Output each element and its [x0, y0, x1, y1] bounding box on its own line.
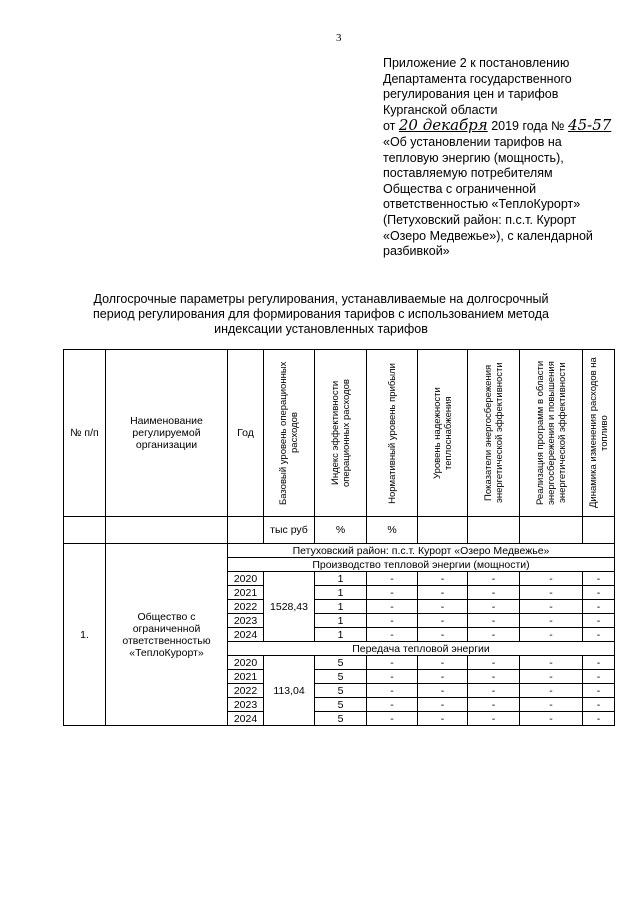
- cell-fuel: -: [583, 670, 615, 684]
- cell-reliability: -: [418, 600, 468, 614]
- cell-reliability: -: [418, 698, 468, 712]
- document-title: [90, 292, 552, 337]
- cell-energy: -: [468, 614, 520, 628]
- cell-profit: -: [367, 712, 418, 726]
- cell-year: 2022: [228, 684, 264, 698]
- cell-profit: -: [367, 572, 418, 586]
- cell-index: 1: [315, 628, 367, 642]
- appendix-line: Курганской области: [383, 102, 498, 117]
- cell-energy: -: [468, 572, 520, 586]
- subject-line: «Озеро Медвежье»), с календарной: [383, 228, 593, 243]
- cell-reliability: -: [418, 572, 468, 586]
- cell-year: 2021: [228, 670, 264, 684]
- cell-year: 2020: [228, 572, 264, 586]
- appendix-line: Департамента государственного: [383, 71, 572, 86]
- header-programs: Реализация программ в области энергосбережения и повышения энергетической эффективности: [520, 350, 583, 517]
- cell-programs: -: [520, 600, 583, 614]
- cell-profit: -: [367, 698, 418, 712]
- parameters-table: [63, 349, 615, 726]
- cell-year: 2024: [228, 628, 264, 642]
- cell-profit: -: [367, 586, 418, 600]
- cell-profit: -: [367, 600, 418, 614]
- cell-index: 1: [315, 600, 367, 614]
- cell-programs: -: [520, 698, 583, 712]
- cell-energy: -: [468, 628, 520, 642]
- cell-base: 113,04: [264, 656, 315, 726]
- title-line: период регулирования для формирования тарифов с использованием метода: [93, 307, 549, 321]
- cell-fuel: -: [583, 656, 615, 670]
- header-base: Базовый уровень операционных расходов: [264, 350, 315, 517]
- subject-line: поставляемую потребителям: [383, 166, 553, 181]
- cell-fuel: -: [583, 600, 615, 614]
- cell-fuel: -: [583, 684, 615, 698]
- cell-programs: -: [520, 572, 583, 586]
- header-profit: Нормативный уровень прибыли: [367, 350, 418, 517]
- subject-line: (Петуховский район: п.с.т. Курорт: [383, 212, 577, 227]
- appendix-line: регулирования цен и тарифов: [383, 87, 559, 102]
- header-index: Индекс эффективности операционных расходов: [315, 350, 367, 517]
- header-row: [64, 350, 615, 517]
- cell-reliability: -: [418, 614, 468, 628]
- cell-profit: -: [367, 614, 418, 628]
- handwritten-date: 20 декабря: [398, 116, 488, 135]
- date-prefix: от: [383, 119, 396, 134]
- subject-line: ответственностью «ТеплоКурорт»: [383, 197, 581, 212]
- cell-index: 5: [315, 656, 367, 670]
- cell-energy: -: [468, 670, 520, 684]
- header-energy: Показатели энергосбережения энергетической эффективности: [468, 350, 520, 517]
- title-line: индексации установленных тарифов: [214, 322, 428, 336]
- cell-reliability: -: [418, 656, 468, 670]
- header-fuel: Динамика изменения расходов на топливо: [583, 350, 615, 517]
- cell-programs: -: [520, 586, 583, 600]
- cell-energy: -: [468, 712, 520, 726]
- cell-profit: -: [367, 670, 418, 684]
- cell-programs: -: [520, 712, 583, 726]
- cell-programs: -: [520, 614, 583, 628]
- cell-year: 2023: [228, 698, 264, 712]
- cell-energy: -: [468, 684, 520, 698]
- appendix-date-line: [383, 118, 633, 135]
- cell-fuel: -: [583, 586, 615, 600]
- cell-programs: -: [520, 684, 583, 698]
- cell-reliability: -: [418, 670, 468, 684]
- cell-reliability: -: [418, 712, 468, 726]
- page-number: 3: [336, 32, 342, 44]
- section-title: Производство тепловой энергии (мощности): [228, 558, 615, 572]
- units-row: [64, 517, 615, 544]
- row-number: 1.: [64, 544, 106, 726]
- handwritten-number: 45-57: [568, 116, 612, 135]
- unit-base: тыс руб: [264, 517, 315, 544]
- subject-line: тепловую энергию (мощность),: [383, 150, 564, 165]
- cell-reliability: -: [418, 684, 468, 698]
- title-line: Долгосрочные параметры регулирования, устанавливаемые на долгосрочный: [93, 292, 549, 306]
- cell-profit: -: [367, 656, 418, 670]
- cell-base: 1528,43: [264, 572, 315, 642]
- cell-fuel: -: [583, 698, 615, 712]
- cell-index: 5: [315, 684, 367, 698]
- cell-profit: -: [367, 628, 418, 642]
- header-year: Год: [228, 350, 264, 517]
- cell-reliability: -: [418, 586, 468, 600]
- cell-index: 5: [315, 698, 367, 712]
- header-org: Наименование регулируемой организации: [106, 350, 228, 517]
- district-row: [64, 544, 615, 558]
- cell-programs: -: [520, 670, 583, 684]
- cell-index: 1: [315, 586, 367, 600]
- cell-fuel: -: [583, 628, 615, 642]
- cell-energy: -: [468, 586, 520, 600]
- cell-index: 1: [315, 614, 367, 628]
- appendix-line: Приложение 2 к постановлению: [383, 56, 570, 70]
- cell-year: 2020: [228, 656, 264, 670]
- cell-programs: -: [520, 628, 583, 642]
- cell-energy: -: [468, 698, 520, 712]
- subject-line: разбивкой»: [383, 244, 450, 259]
- date-year: 2019 года №: [491, 119, 565, 134]
- cell-year: 2022: [228, 600, 264, 614]
- appendix-block: [383, 56, 633, 260]
- cell-index: 5: [315, 712, 367, 726]
- cell-programs: -: [520, 656, 583, 670]
- cell-fuel: -: [583, 614, 615, 628]
- subject-line: «Об установлении тарифов на: [383, 134, 562, 149]
- cell-fuel: -: [583, 572, 615, 586]
- organization-name: Общество с ограниченной ответственностью «ТеплоКурорт»: [106, 544, 228, 726]
- unit-profit: %: [367, 517, 418, 544]
- cell-energy: -: [468, 656, 520, 670]
- cell-profit: -: [367, 684, 418, 698]
- cell-year: 2024: [228, 712, 264, 726]
- cell-energy: -: [468, 600, 520, 614]
- cell-index: 1: [315, 572, 367, 586]
- cell-year: 2023: [228, 614, 264, 628]
- cell-index: 5: [315, 670, 367, 684]
- cell-fuel: -: [583, 712, 615, 726]
- unit-index: %: [315, 517, 367, 544]
- cell-reliability: -: [418, 628, 468, 642]
- district-title: Петуховский район: п.с.т. Курорт «Озеро Медвежье»: [228, 544, 615, 558]
- section-title: Передача тепловой энергии: [228, 642, 615, 656]
- cell-year: 2021: [228, 586, 264, 600]
- subject-line: Общества с ограниченной: [383, 181, 537, 196]
- header-reliability: Уровень надежности теплоснабжения: [418, 350, 468, 517]
- header-num: № п/п: [64, 350, 106, 517]
